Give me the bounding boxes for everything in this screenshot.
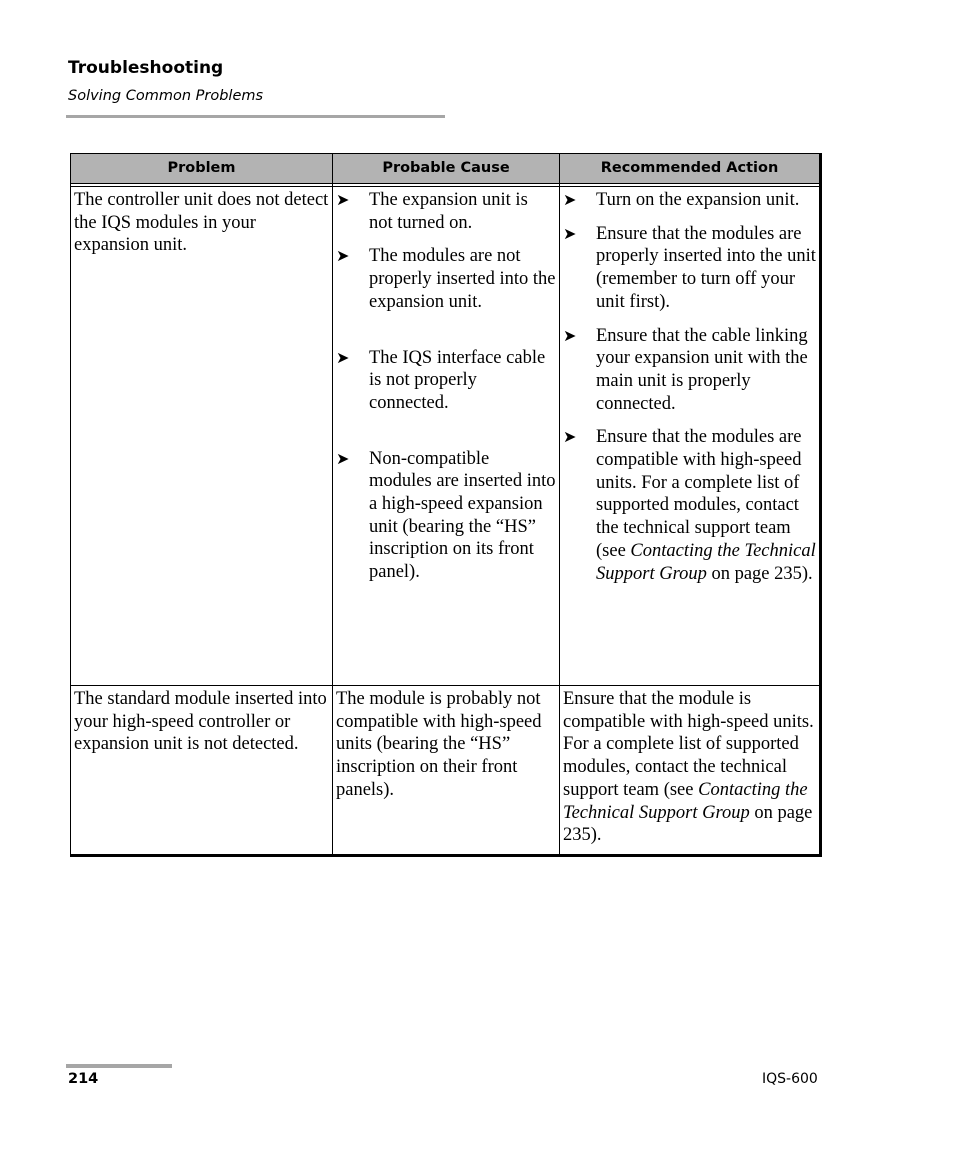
cause-text: The modules are not properly inserted into the expansion unit. (369, 246, 556, 312)
troubleshooting-table (70, 153, 822, 857)
column-header-recommended-action: Recommended Action (560, 154, 821, 184)
action-item (563, 426, 816, 585)
column-header-probable-cause: Probable Cause (333, 154, 560, 184)
page-number: 214 (68, 1071, 99, 1087)
cause-item (336, 347, 556, 415)
arrow-bullet-icon: ➤ (563, 223, 577, 243)
cross-reference-link[interactable]: Contacting the Technical Support Group (563, 779, 808, 823)
arrow-bullet-icon: ➤ (336, 190, 350, 209)
arrow-bullet-icon: ➤ (336, 347, 350, 367)
cross-reference-link[interactable]: Contacting the Technical Support Group (596, 540, 816, 584)
section-subtitle: Solving Common Problems (68, 88, 264, 104)
cause-item (336, 189, 556, 234)
cause-text: Non-compatible modules are inserted into a high-speed expansion unit (bearing the “HS” inscription on its front panel). (369, 448, 556, 583)
arrow-bullet-icon: ➤ (336, 246, 350, 266)
action-text: Ensure that the cable linking your expansion unit with the main unit is properly connected. (596, 325, 808, 414)
action-text: Turn on the expansion unit. (596, 190, 800, 210)
cause-text: The expansion unit is not turned on. (369, 190, 528, 233)
action-text-post: on page 235). (706, 563, 813, 584)
action-text-pre: Ensure that the module is compatible with high-speed units. For a complete list of supported modules, contact the technical support team (see (563, 689, 814, 800)
section-title: Troubleshooting (68, 58, 224, 78)
problem-text: The standard module inserted into your high-speed controller or expansion unit is not detected. (74, 689, 327, 755)
cause-cell (333, 686, 560, 856)
action-text-post: on page 235). (563, 802, 813, 846)
action-text-pre: Ensure that the modules are compatible with high-speed units. For a complete list of supported modules, contact the technical support team (see (596, 427, 802, 561)
arrow-bullet-icon: ➤ (563, 427, 577, 447)
header-rule (66, 115, 445, 118)
cause-item (336, 245, 556, 313)
action-item (563, 189, 816, 212)
table-row (71, 686, 821, 856)
action-cell (560, 686, 821, 856)
footer-rule (66, 1064, 172, 1068)
cause-item (336, 448, 556, 584)
cause-text: The module is probably not compatible with high-speed units (bearing the “HS” inscription on their front panels). (336, 689, 542, 800)
arrow-bullet-icon: ➤ (336, 448, 350, 468)
action-cell (560, 187, 821, 686)
table-header-row (71, 154, 821, 184)
table-row (71, 187, 821, 686)
action-text: Ensure that the modules are properly inserted into the unit (remember to turn off your unit first). (596, 223, 816, 312)
product-name: IQS-600 (762, 1071, 818, 1087)
cause-cell (333, 187, 560, 686)
problem-text: The controller unit does not detect the IQS modules in your expansion unit. (74, 190, 329, 256)
arrow-bullet-icon: ➤ (563, 190, 577, 209)
problem-cell (71, 686, 333, 856)
column-header-problem: Problem (71, 154, 333, 184)
arrow-bullet-icon: ➤ (563, 325, 577, 345)
action-text (596, 426, 816, 585)
action-item (563, 223, 816, 314)
action-item (563, 325, 816, 416)
problem-cell (71, 187, 333, 686)
cause-text: The IQS interface cable is not properly connected. (369, 347, 546, 413)
